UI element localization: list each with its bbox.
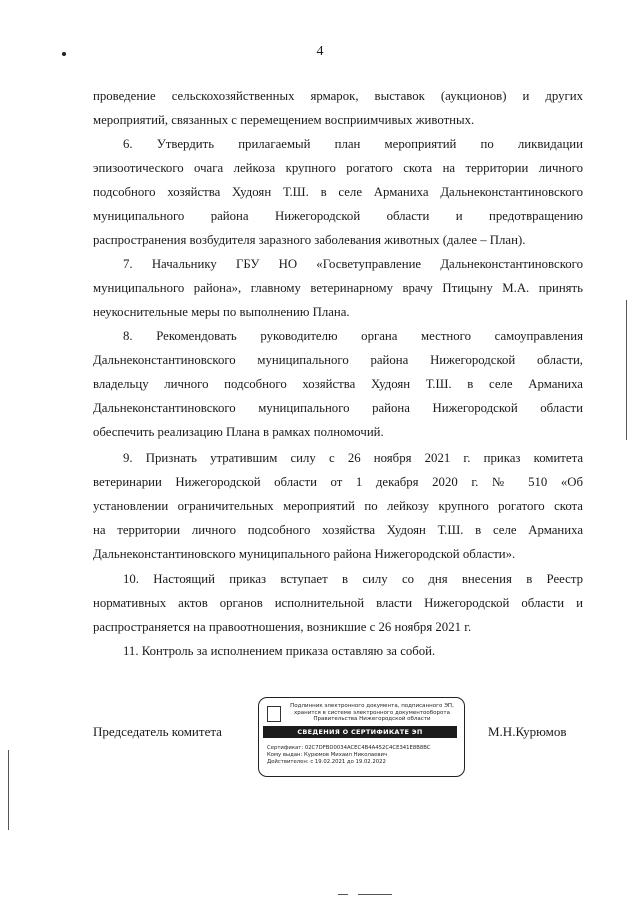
signature-name: М.Н.Курюмов	[488, 724, 567, 739]
scan-edge-line	[626, 300, 627, 440]
text-line: Дальнеконстантиновского муниципального района Нижегородской области».	[93, 547, 516, 561]
text-line: 6. Утвердить прилагаемый план мероприятий по ликвидации	[123, 137, 583, 151]
text-line: неукоснительные меры по выполнению Плана.	[93, 305, 350, 319]
scan-footer-dash	[358, 894, 392, 895]
paragraph-item-7	[93, 252, 583, 324]
text-line: распространяется на правоотношения, возникшие с 26 ноября 2021 г.	[93, 620, 472, 634]
scan-footer-dash	[338, 894, 348, 895]
stamp-certificate: Сертификат: 02C7DFBD0034ACEC4B4A452C4CE341E8B8BC	[267, 745, 431, 751]
text-line: ветеринарии Нижегородской области от 1 декабря 2020 г. № 510 «Об	[93, 475, 583, 489]
text-line: распространения возбудителя заразного заболевания животных (далее – План).	[93, 233, 526, 247]
stamp-header	[287, 703, 457, 723]
paragraph-intro	[93, 84, 583, 132]
stamp-header-line: хранится в системе электронного документооборота	[294, 709, 450, 716]
text-line: Дальнеконстантиновского муниципального района Нижегородской области,	[93, 353, 583, 367]
paragraph-item-6	[93, 132, 583, 252]
signature-role: Председатель комитета	[93, 724, 222, 739]
text-line: подсобного хозяйства Худоян Т.Ш. в селе Арманиха Дальнеконстантиновского	[93, 185, 583, 199]
stamp-owner: Кому выдан: Курюмов Михаил Николаевич	[267, 752, 388, 758]
text-line: Дальнеконстантиновского муниципального района Нижегородской области	[93, 401, 583, 415]
stamp-title: СВЕДЕНИЯ О СЕРТИФИКАТЕ ЭП	[263, 726, 457, 738]
paragraph-item-8	[93, 324, 583, 444]
coat-of-arms-icon	[267, 706, 281, 722]
text-line: 8. Рекомендовать руководителю органа местного самоуправления	[123, 329, 583, 343]
text-line: эпизоотического очага лейкоза крупного рогатого скота на территории личного	[93, 161, 583, 175]
stamp-header-line: Правительства Нижегородской области	[313, 716, 431, 722]
text-line: на территории личного подсобного хозяйства Худоян Т.Ш. в селе Арманиха	[93, 523, 583, 537]
text-line: муниципального района Нижегородской области и предотвращению	[93, 209, 583, 223]
stamp-validity: Действителен: с 19.02.2021 до 19.02.2022	[267, 759, 386, 765]
text-line: мероприятий, связанных с перемещением восприимчивых животных.	[93, 113, 475, 127]
text-line: обеспечить реализацию Плана в рамках полномочий.	[93, 425, 384, 439]
text-line: 11. Контроль за исполнением приказа оставляю за собой.	[123, 644, 436, 658]
paragraph-item-10	[93, 567, 583, 639]
text-line: владельцу личного подсобного хозяйства Худоян Т.Ш. в селе Арманиха	[93, 377, 583, 391]
text-line: 9. Признать утратившим силу с 26 ноября 2021 г. приказ комитета	[123, 451, 583, 465]
text-line: муниципального района», главному ветеринарному врачу Птицыну М.А. принять	[93, 281, 583, 295]
scan-dot	[62, 52, 66, 56]
text-line: нормативных актов органов исполнительной власти Нижегородской области и	[93, 596, 583, 610]
text-line: установлении ограничительных мероприятий по лейкозу крупного рогатого скота	[93, 499, 583, 513]
paragraph-item-9	[93, 446, 583, 566]
text-line: 10. Настоящий приказ вступает в силу со дня внесения в Реестр	[123, 572, 583, 586]
electronic-signature-stamp	[258, 697, 465, 777]
page-number: 4	[316, 44, 324, 59]
scan-edge-line	[8, 750, 9, 830]
text-line: 7. Начальнику ГБУ НО «Госветуправление Дальнеконстантиновского	[123, 257, 583, 271]
stamp-header-line: Подлинник электронного документа, подписанного ЭП,	[290, 703, 454, 709]
text-line: проведение сельскохозяйственных ярмарок, выставок (аукционов) и других	[93, 89, 583, 103]
paragraph-item-11	[93, 639, 583, 663]
